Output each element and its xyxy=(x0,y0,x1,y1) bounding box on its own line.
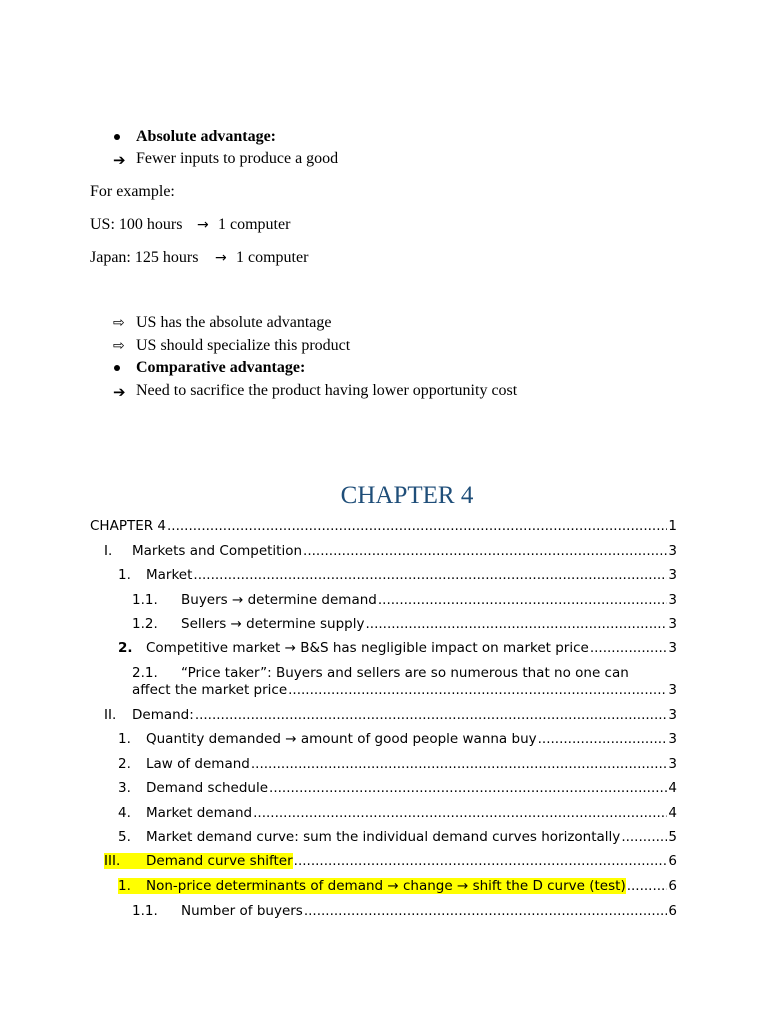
toc-leader xyxy=(269,780,667,796)
toc-page-number: 4 xyxy=(668,780,677,796)
japan-example-right: 1 computer xyxy=(236,249,309,266)
toc-leader xyxy=(195,707,668,723)
toc-title: Law of demand xyxy=(146,756,250,772)
toc-page-number: 3 xyxy=(668,707,677,723)
toc-entry[interactable] xyxy=(118,731,677,747)
toc-leader xyxy=(193,567,667,583)
example-label: For example: xyxy=(90,183,175,200)
toc-number: 3. xyxy=(118,780,131,796)
toc-page-number: 6 xyxy=(668,903,677,919)
toc-title: Quantity demanded → amount of good people wanna buy xyxy=(146,731,537,747)
toc-page-number: 3 xyxy=(668,682,677,698)
toc-leader xyxy=(253,805,667,821)
toc-number: 1.2. xyxy=(132,616,158,632)
toc-leader xyxy=(378,592,668,608)
bullet-dot xyxy=(114,134,120,140)
toc-page-number: 4 xyxy=(668,805,677,821)
toc-entry[interactable] xyxy=(118,829,677,845)
arrow-icon: ➔ xyxy=(113,383,126,401)
chapter-heading: CHAPTER 4 xyxy=(340,482,474,509)
toc-leader xyxy=(294,853,668,869)
toc-title: Demand curve shifter xyxy=(146,853,293,869)
toc-title: Non-price determinants of demand → change → shift the D curve (test) xyxy=(146,878,626,894)
toc-title: Competitive market → B&S has negligible impact on market price xyxy=(146,640,589,656)
toc-entry[interactable] xyxy=(104,707,677,723)
toc-leader xyxy=(167,518,667,534)
toc-title: Markets and Competition xyxy=(132,543,303,559)
toc-entry[interactable] xyxy=(90,518,677,534)
bullet-dot xyxy=(114,365,120,371)
toc-title: CHAPTER 4 xyxy=(90,518,166,534)
toc-leader xyxy=(627,878,668,894)
toc-page-number: 3 xyxy=(668,567,677,583)
toc-page-number: 5 xyxy=(668,829,677,845)
toc-title: Demand schedule xyxy=(146,780,269,796)
toc-number: 1. xyxy=(118,567,131,583)
toc-number: 1. xyxy=(118,878,146,894)
arrow-icon: → xyxy=(197,217,209,233)
us-example-right: 1 computer xyxy=(218,216,291,233)
toc-leader xyxy=(288,682,667,698)
toc-number: 4. xyxy=(118,805,131,821)
toc-leader xyxy=(590,640,668,656)
toc-page-number: 1 xyxy=(668,518,677,534)
toc-number: 2. xyxy=(118,756,131,772)
comparative-advantage-heading: Comparative advantage: xyxy=(136,359,306,376)
toc-page-number: 3 xyxy=(668,731,677,747)
toc-leader xyxy=(538,731,668,747)
toc-title: Number of buyers xyxy=(181,903,303,919)
toc-number: 2.1. xyxy=(132,665,158,681)
comparative-advantage-definition: Need to sacrifice the product having lower opportunity cost xyxy=(136,382,518,399)
toc-entry[interactable] xyxy=(118,567,677,583)
toc-entry[interactable] xyxy=(104,543,677,559)
toc-entry[interactable] xyxy=(118,640,677,656)
toc-entry[interactable] xyxy=(118,756,677,772)
toc-page-number: 3 xyxy=(668,756,677,772)
toc-entry-highlighted[interactable] xyxy=(118,878,677,894)
absolute-advantage-definition: Fewer inputs to produce a good xyxy=(136,150,339,167)
toc-page-number: 6 xyxy=(668,878,677,894)
toc-number: I. xyxy=(104,543,113,559)
toc-entry[interactable] xyxy=(132,903,677,919)
toc-page-number: 3 xyxy=(668,543,677,559)
toc-number: 1.1. xyxy=(132,903,158,919)
toc-page-number: 3 xyxy=(668,640,677,656)
hollow-arrow-icon: ⇨ xyxy=(113,315,125,331)
toc-entry-highlighted[interactable] xyxy=(104,853,677,869)
toc-entry[interactable] xyxy=(132,616,677,632)
toc-title: affect the market price xyxy=(132,682,288,698)
toc-page-number: 3 xyxy=(668,592,677,608)
toc-leader xyxy=(621,829,667,845)
toc-page-number: 3 xyxy=(668,616,677,632)
toc-title: Demand: xyxy=(132,707,194,723)
toc-page-number: 6 xyxy=(668,853,677,869)
us-absolute-advantage: US has the absolute advantage xyxy=(136,314,332,331)
toc-entry-line[interactable] xyxy=(132,665,629,681)
toc-title: Market demand curve: sum the individual demand curves horizontally xyxy=(146,829,621,845)
toc-number: 5. xyxy=(118,829,131,845)
toc-entry[interactable] xyxy=(132,682,677,698)
us-specialize: US should specialize this product xyxy=(136,337,351,354)
toc-title: Sellers → determine supply xyxy=(181,616,365,632)
toc-title: Market demand xyxy=(146,805,253,821)
toc-title: Buyers → determine demand xyxy=(181,592,377,608)
toc-number: III. xyxy=(104,853,146,869)
toc-entry[interactable] xyxy=(132,592,677,608)
arrow-icon: ➔ xyxy=(113,151,126,169)
arrow-icon: → xyxy=(215,250,227,266)
toc-leader xyxy=(303,543,667,559)
toc-leader xyxy=(251,756,668,772)
absolute-advantage-heading: Absolute advantage: xyxy=(136,128,277,145)
toc-entry[interactable] xyxy=(118,805,677,821)
hollow-arrow-icon: ⇨ xyxy=(113,338,125,354)
toc-number: 1.1. xyxy=(132,592,158,608)
toc-number: 2. xyxy=(118,640,133,656)
toc-entry[interactable] xyxy=(118,780,677,796)
toc-number: 1. xyxy=(118,731,131,747)
toc-title: Market xyxy=(146,567,193,583)
toc-title: “Price taker”: Buyers and sellers are so numerous that no one can xyxy=(181,665,629,681)
toc-leader xyxy=(304,903,668,919)
toc-number: II. xyxy=(104,707,117,723)
us-example-left: US: 100 hours xyxy=(90,216,183,233)
toc-leader xyxy=(365,616,667,632)
japan-example-left: Japan: 125 hours xyxy=(90,249,199,266)
